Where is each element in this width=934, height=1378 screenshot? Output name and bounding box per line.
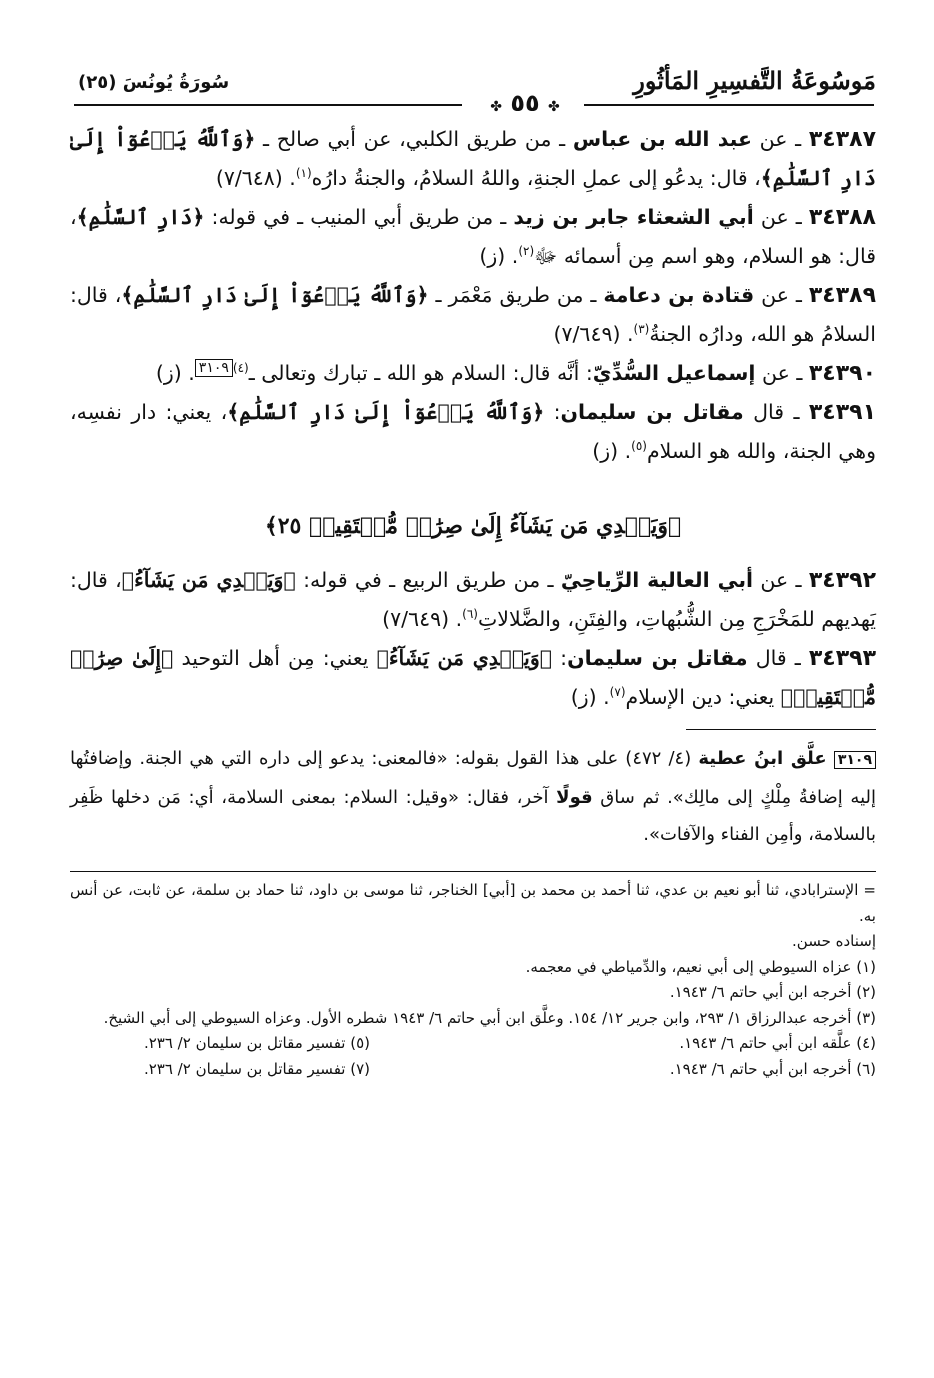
page-number-block xyxy=(470,89,580,117)
narration-entry: ٣٤٣٨٨ ـ عن أبي الشعثاء جابر بن زيد ـ من طريق أبي المنيب ـ في قوله: ﴿دَارِ ٱلسَّلَٰمِ﴾، قال: هو السلام، وهو اسم مِن أسمائه ﷻ$^{(٢)}$. (ز) xyxy=(70,205,876,268)
verse-heading: ﴿وَيَهۡدِي مَن يَشَآءُ إِلَىٰ صِرَٰطٖ مُّسۡتَقِيمٖ ٢٥﴾ xyxy=(264,513,682,539)
entry-number: ٣٤٣٩٢ xyxy=(808,568,877,593)
quran-quote: ﴿وَٱللَّهُ يَدۡعُوٓاْ إِلَىٰ دَارِ ٱلسَّلَٰمِ﴾ xyxy=(121,283,429,307)
narration-entry: ٣٤٣٩٣ ـ قال مقاتل بن سليمان: ﴿وَيَهۡدِي مَن يَشَآءُ﴾ يعني: مِن أهل التوحيد ﴿إِلَىٰ صِرَٰطٖ مُّسۡتَقِيمٖ﴾ يعني: دين الإسلام$^{(٧)}$. (ز) xyxy=(70,646,876,709)
footnote-6: (٦) أخرجه ابن أبي حاتم ٦/ ١٩٤٣. xyxy=(669,1059,876,1078)
narrator-name: إسماعيل السُّدِّيّ xyxy=(592,361,756,385)
narration-entry: ٣٤٣٨٧ ـ عن عبد الله بن عباس ـ من طريق الكلبي، عن أبي صالح ـ ﴿وَٱللَّهُ يَدۡعُوٓاْ إِلَىٰ دَارِ ٱلسَّلَٰمِ﴾، قال: يدعُو إلى عملِ الجنةِ، واللهُ السلامُ، والجنةُ دارُه$^{(١)}$. (٧/٦٤٨) xyxy=(70,127,876,190)
quran-quote: ﴿إِلَىٰ صِرَٰطٖ مُّسۡتَقِيمٖ﴾ xyxy=(70,646,876,709)
footnote-marker: (٧) xyxy=(609,685,626,700)
running-header xyxy=(70,58,876,120)
narration-entry: ٣٤٣٩١ ـ قال مقاتل بن سليمان: ﴿وَٱللَّهُ يَدۡعُوٓاْ إِلَىٰ دَارِ ٱلسَّلَٰمِ﴾، يعني: دار نفسِه، وهي الجنة، والله هو السلام$^{(٥)}$. (ز) xyxy=(70,400,877,463)
footnote-7: (٧) تفسير مقاتل بن سليمان ٢/ ٢٣٦. xyxy=(143,1059,370,1078)
footnote-3: (٣) أخرجه عبدالرزاق ١/ ٢٩٣، وابن جرير ١٢/ ١٥٤. وعلَّق ابن أبي حاتم ٦/ ١٩٤٣ شطره الأول. وعزاه السيوطي إلى أبي الشيخ. xyxy=(103,1008,876,1027)
narrator-name: عبد الله بن عباس xyxy=(572,127,752,151)
footnote-continuation: = الإسترابادي، ثنا أبو نعيم بن عدي، ثنا أحمد بن محمد بن [أبي] الخناجر، ثنا موسى بن داود، ثنا حماد بن سلمة، عن ثابت، عن أنس به. xyxy=(70,881,876,925)
header-rule-right xyxy=(584,104,874,106)
entry-number: ٣٤٣٩٠ xyxy=(808,361,876,386)
footnotes xyxy=(70,878,876,1082)
commentary-separator xyxy=(686,729,876,730)
source-ref: . (٧/٦٤٨) xyxy=(215,166,296,190)
footnote-row xyxy=(70,1031,876,1057)
header-rule-left xyxy=(74,104,462,106)
source-ref: . (ز) xyxy=(570,685,610,709)
narration-entry: ٣٤٣٨٩ ـ عن قتادة بن دعامة ـ من طريق مَعْمَر ـ ﴿وَٱللَّهُ يَدۡعُوٓاْ إِلَىٰ دَارِ ٱلسَّلَٰمِ﴾، قال: السلامُ هو الله، ودارُه الجنةُ$^{(٣)}$. (٧/٦٤٩) xyxy=(70,283,876,346)
commentator-name: علَّق ابنُ عطية xyxy=(698,748,827,769)
ornament-icon: ✤ xyxy=(548,99,560,115)
quran-quote: ﴿وَٱللَّهُ يَدۡعُوٓاْ إِلَىٰ دَارِ ٱلسَّلَٰمِ﴾ xyxy=(70,127,876,190)
narration-entry: ٣٤٣٩٠ ـ عن إسماعيل السُّدِّيّ: أنَّه قال: السلام هو الله ـ تبارك وتعالى ـ$^{(٤)}$٣١٠٩. (ز) xyxy=(155,360,876,386)
entry-number: ٣٤٣٨٨ xyxy=(808,205,876,230)
footnote-marker: (٥) xyxy=(631,439,647,454)
source-ref: . (ز) xyxy=(479,244,519,268)
footnote-marker: (١) xyxy=(295,166,312,181)
narrator-name: أبي الشعثاء جابر بن زيد xyxy=(513,205,754,229)
footnote-row xyxy=(70,1057,876,1083)
source-ref: . (٧/٦٤٩) xyxy=(382,607,463,631)
footnote-marker: (٣) xyxy=(633,322,650,337)
narrator-name: مقاتل بن سليمان xyxy=(560,400,744,424)
narrator-name: أبي العالية الرِّياحِيّ xyxy=(560,568,754,592)
footnote-4: (٤) علَّقه ابن أبي حاتم ٦/ ١٩٤٣. xyxy=(679,1034,876,1052)
footnote-5: (٥) تفسير مقاتل بن سليمان ٢/ ٢٣٦. xyxy=(143,1034,370,1052)
quran-quote: ﴿وَٱللَّهُ يَدۡعُوٓاْ إِلَىٰ دَارِ ٱلسَّلَٰمِ﴾ xyxy=(227,400,545,424)
quran-quote: ﴿دَارِ ٱلسَّلَٰمِ﴾ xyxy=(76,205,205,229)
source-ref: . (٧/٦٤٩) xyxy=(553,322,634,346)
page-number: ٥٥ xyxy=(510,89,540,117)
entry-number: ٣٤٣٨٩ xyxy=(808,283,876,308)
footnote-marker: (٤) xyxy=(232,361,249,376)
entry-number: ٣٤٣٨٧ xyxy=(808,127,876,152)
quran-quote: ﴿وَيَهۡدِي مَن يَشَآءُ﴾ xyxy=(121,568,296,592)
isnad-note: إسناده حسن. xyxy=(792,932,876,950)
footnote-marker: (٦) xyxy=(462,607,478,622)
book-title: مَوسُوعَةُ التَّفسِيرِ المَأثُورِ xyxy=(633,66,876,95)
surah-label: سُورَةُ يُونُسَ (٢٥) xyxy=(78,72,230,93)
commentary-ref-box: ٣١٠٩ xyxy=(195,359,233,377)
commentary-note: ٣١٠٩ علَّق ابنُ عطية (٤/ ٤٧٢) على هذا القول بقوله: «فالمعنى: يدعو إلى داره التي هي الجنة. وإضافتُها إليه إضافةُ مِلْكٍ إلى مالِك». ثم ساق قولًا آخر، فقال: «وقيل: السلام: بمعنى السلامة، أي: مَن دخلها ظَفِر بالسلامة، وأمِن الفناء والآفات». xyxy=(70,748,876,845)
commentary-number-box: ٣١٠٩ xyxy=(834,751,876,769)
narrator-name: مقاتل بن سليمان xyxy=(567,646,748,670)
footnote-2: (٢) أخرجه ابن أبي حاتم ٦/ ١٩٤٣. xyxy=(669,983,876,1001)
narration-entry: ٣٤٣٩٢ ـ عن أبي العالية الرِّياحِيّ ـ من طريق الربيع ـ في قوله: ﴿وَيَهۡدِي مَن يَشَآءُ﴾، قال: يَهديهم للمَخْرَجِ مِن الشُّبُهاتِ، والفِتَنِ، والضَّلالاتِ$^{(٦)}$. (٧/٦٤٩) xyxy=(70,568,877,631)
footnote-marker: (٢) xyxy=(518,244,535,259)
quran-quote: ﴿وَيَهۡدِي مَن يَشَآءُ﴾ xyxy=(376,646,553,670)
narrator-name: قتادة بن دعامة xyxy=(603,283,755,307)
header-rule xyxy=(70,91,876,115)
footnotes-separator xyxy=(70,871,876,872)
entry-number: ٣٤٣٩٣ xyxy=(808,646,876,671)
entry-number: ٣٤٣٩١ xyxy=(808,400,877,425)
page-content xyxy=(70,58,876,1082)
source-ref: . (ز) xyxy=(592,439,632,463)
ornament-icon: ✤ xyxy=(490,99,502,115)
footnote-1: (١) عزاه السيوطي إلى أبي نعيم، والدِّمياطي في معجمه. xyxy=(525,957,876,976)
source-ref: . (ز) xyxy=(155,361,195,385)
